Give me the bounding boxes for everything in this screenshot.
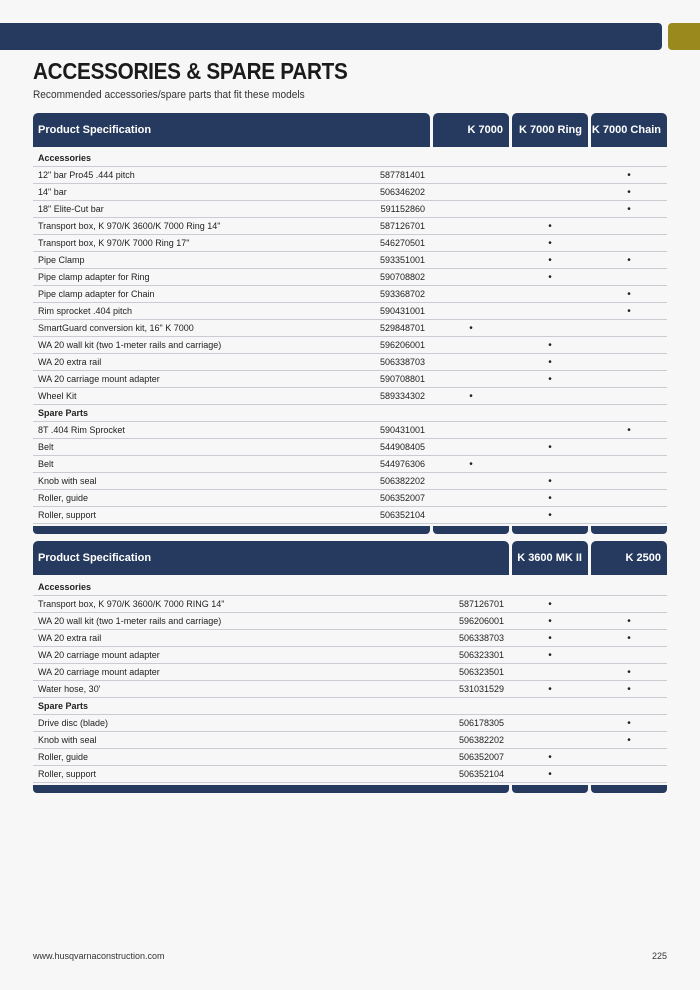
- fit-bullet-icon: •: [627, 717, 631, 729]
- fit-bullet-icon: •: [627, 254, 631, 266]
- footer-url[interactable]: www.husqvarnaconstruction.com: [33, 951, 165, 961]
- part-number: 591152860: [380, 204, 425, 214]
- table-row: [33, 715, 667, 732]
- table-row: [33, 749, 667, 766]
- page-title: ACCESSORIES & SPARE PARTS: [33, 58, 348, 84]
- table-row: [33, 766, 667, 783]
- part-name: 14" bar: [38, 187, 67, 197]
- fit-bullet-icon: •: [548, 751, 552, 763]
- fit-bullet-icon: •: [548, 632, 552, 644]
- part-name: Belt: [38, 442, 54, 452]
- part-name: WA 20 wall kit (two 1-meter rails and carriage): [38, 340, 222, 350]
- part-number: 531031529: [458, 684, 504, 694]
- fit-bullet-icon: •: [469, 458, 473, 470]
- part-name: Rim sprocket .404 pitch: [38, 306, 133, 316]
- part-number: 506382202: [458, 735, 504, 745]
- fit-bullet-icon: •: [627, 615, 631, 627]
- table-row: [33, 388, 667, 405]
- page-subtitle: Recommended accessories/spare parts that fit these models: [33, 89, 305, 101]
- part-name: 8T .404 Rim Sprocket: [38, 425, 125, 435]
- fit-bullet-icon: •: [548, 509, 552, 521]
- table-row: [33, 422, 667, 439]
- part-name: Transport box, K 970/K 7000 Ring 17": [38, 238, 190, 248]
- table-row: [33, 490, 667, 507]
- fit-bullet-icon: •: [548, 768, 552, 780]
- fit-bullet-icon: •: [469, 390, 473, 402]
- part-name: Knob with seal: [38, 735, 97, 745]
- spec-table-k3600-k2500: [33, 541, 667, 793]
- table-row: [33, 647, 667, 664]
- fit-bullet-icon: •: [627, 666, 631, 678]
- part-number: 506352104: [458, 769, 504, 779]
- table-row: [33, 320, 667, 337]
- part-name: 18" Elite-Cut bar: [38, 204, 104, 214]
- part-number: 544908405: [379, 442, 425, 452]
- part-number: 587781401: [379, 170, 425, 180]
- table-row: [33, 218, 667, 235]
- part-name: Transport box, K 970/K 3600/K 7000 RING 14": [38, 599, 225, 609]
- part-name: Transport box, K 970/K 3600/K 7000 Ring 14": [38, 221, 221, 231]
- fit-bullet-icon: •: [548, 492, 552, 504]
- table-row: [33, 303, 667, 320]
- fit-bullet-icon: •: [548, 356, 552, 368]
- part-number: 590431001: [379, 425, 425, 435]
- footer-bar-segment: [512, 785, 588, 793]
- table-header: [33, 113, 667, 147]
- table-row: [33, 269, 667, 286]
- footer-bar-segment: [591, 526, 667, 534]
- table-body: [33, 579, 667, 783]
- table-row: [33, 507, 667, 524]
- part-number: 506352007: [379, 493, 425, 503]
- part-number: 506352007: [458, 752, 504, 762]
- table-row: [33, 439, 667, 456]
- footer-bar-segment: [433, 526, 509, 534]
- fit-bullet-icon: •: [627, 305, 631, 317]
- part-name: Roller, support: [38, 510, 97, 520]
- part-number: 506338703: [458, 633, 504, 643]
- part-number: 506346202: [379, 187, 425, 197]
- fit-bullet-icon: •: [627, 424, 631, 436]
- part-name: Knob with seal: [38, 476, 97, 486]
- part-number: 590431001: [379, 306, 425, 316]
- part-name: Belt: [38, 459, 54, 469]
- table-row: [33, 184, 667, 201]
- fit-bullet-icon: •: [548, 615, 552, 627]
- table-row: [33, 252, 667, 269]
- table-footer-bar: [33, 526, 667, 534]
- part-number: 587126701: [379, 221, 425, 231]
- part-number: 506323301: [458, 650, 504, 660]
- table-row: [33, 613, 667, 630]
- column-header: K 7000: [433, 113, 509, 147]
- section-row: [33, 579, 667, 596]
- section-label: Accessories: [38, 153, 92, 163]
- part-name: Pipe Clamp: [38, 255, 85, 265]
- table-header: [33, 541, 667, 575]
- footer-bar-segment: [591, 785, 667, 793]
- part-name: WA 20 carriage mount adapter: [38, 650, 160, 660]
- section-label: Spare Parts: [38, 408, 89, 418]
- fit-bullet-icon: •: [548, 271, 552, 283]
- part-name: Pipe clamp adapter for Ring: [38, 272, 150, 282]
- part-name: Roller, guide: [38, 752, 89, 762]
- section-label: Spare Parts: [38, 701, 89, 711]
- part-number: 506178305: [458, 718, 504, 728]
- column-header: K 3600 MK II: [512, 541, 588, 575]
- fit-bullet-icon: •: [627, 203, 631, 215]
- fit-bullet-icon: •: [548, 254, 552, 266]
- table-row: [33, 201, 667, 218]
- table-footer-bar: [33, 785, 667, 793]
- part-name: Wheel Kit: [38, 391, 77, 401]
- fit-bullet-icon: •: [627, 186, 631, 198]
- fit-bullet-icon: •: [469, 322, 473, 334]
- part-number: 593368702: [379, 289, 425, 299]
- table-row: [33, 473, 667, 490]
- section-row: [33, 405, 667, 422]
- fit-bullet-icon: •: [548, 683, 552, 695]
- part-name: Pipe clamp adapter for Chain: [38, 289, 155, 299]
- table-row: [33, 681, 667, 698]
- part-name: WA 20 wall kit (two 1-meter rails and carriage): [38, 616, 222, 626]
- fit-bullet-icon: •: [548, 220, 552, 232]
- part-name: Drive disc (blade): [38, 718, 109, 728]
- part-name: WA 20 carriage mount adapter: [38, 667, 160, 677]
- part-number: 506323501: [458, 667, 504, 677]
- part-number: 506338703: [379, 357, 425, 367]
- table-row: [33, 664, 667, 681]
- table-row: [33, 167, 667, 184]
- fit-bullet-icon: •: [627, 683, 631, 695]
- part-number: 529848701: [379, 323, 425, 333]
- footer-bar-segment: [33, 526, 430, 534]
- fit-bullet-icon: •: [548, 598, 552, 610]
- table-row: [33, 286, 667, 303]
- part-name: WA 20 extra rail: [38, 357, 102, 367]
- table-row: [33, 456, 667, 473]
- section-row: [33, 150, 667, 167]
- part-number: 506352104: [379, 510, 425, 520]
- part-number: 506382202: [379, 476, 425, 486]
- column-header: K 7000 Ring: [512, 113, 588, 147]
- section-row: [33, 698, 667, 715]
- fit-bullet-icon: •: [627, 734, 631, 746]
- part-name: SmartGuard conversion kit, 16" K 7000: [38, 323, 194, 333]
- part-name: Roller, support: [38, 769, 97, 779]
- part-number: 590708801: [379, 374, 425, 384]
- header-product-specification: Product Specification: [33, 541, 509, 575]
- part-number: 546270501: [379, 238, 425, 248]
- fit-bullet-icon: •: [548, 237, 552, 249]
- part-number: 596206001: [379, 340, 425, 350]
- table-row: [33, 630, 667, 647]
- table-row: [33, 235, 667, 252]
- table-row: [33, 354, 667, 371]
- fit-bullet-icon: •: [548, 441, 552, 453]
- header-band: [0, 23, 662, 50]
- page-number: 225: [651, 951, 667, 961]
- fit-bullet-icon: •: [627, 288, 631, 300]
- table-body: [33, 150, 667, 524]
- part-name: Water hose, 30': [38, 684, 101, 694]
- fit-bullet-icon: •: [627, 169, 631, 181]
- fit-bullet-icon: •: [548, 339, 552, 351]
- part-number: 587126701: [458, 599, 504, 609]
- table-row: [33, 732, 667, 749]
- column-header: K 7000 Chain: [591, 113, 667, 147]
- part-name: WA 20 carriage mount adapter: [38, 374, 160, 384]
- header-product-specification: Product Specification: [33, 113, 430, 147]
- fit-bullet-icon: •: [548, 649, 552, 661]
- spec-table-k7000: [33, 113, 667, 534]
- part-name: Roller, guide: [38, 493, 89, 503]
- part-name: 12" bar Pro45 .444 pitch: [38, 170, 135, 180]
- footer-bar-segment: [33, 785, 509, 793]
- part-number: 596206001: [458, 616, 504, 626]
- column-header: K 2500: [591, 541, 667, 575]
- footer-bar-segment: [512, 526, 588, 534]
- part-number: 589334302: [379, 391, 425, 401]
- part-number: 590708802: [379, 272, 425, 282]
- fit-bullet-icon: •: [548, 373, 552, 385]
- part-number: 544976306: [379, 459, 425, 469]
- header-accent: [668, 23, 700, 50]
- fit-bullet-icon: •: [548, 475, 552, 487]
- table-row: [33, 371, 667, 388]
- part-name: WA 20 extra rail: [38, 633, 102, 643]
- part-number: 593351001: [379, 255, 425, 265]
- section-label: Accessories: [38, 582, 92, 592]
- table-row: [33, 596, 667, 613]
- table-row: [33, 337, 667, 354]
- fit-bullet-icon: •: [627, 632, 631, 644]
